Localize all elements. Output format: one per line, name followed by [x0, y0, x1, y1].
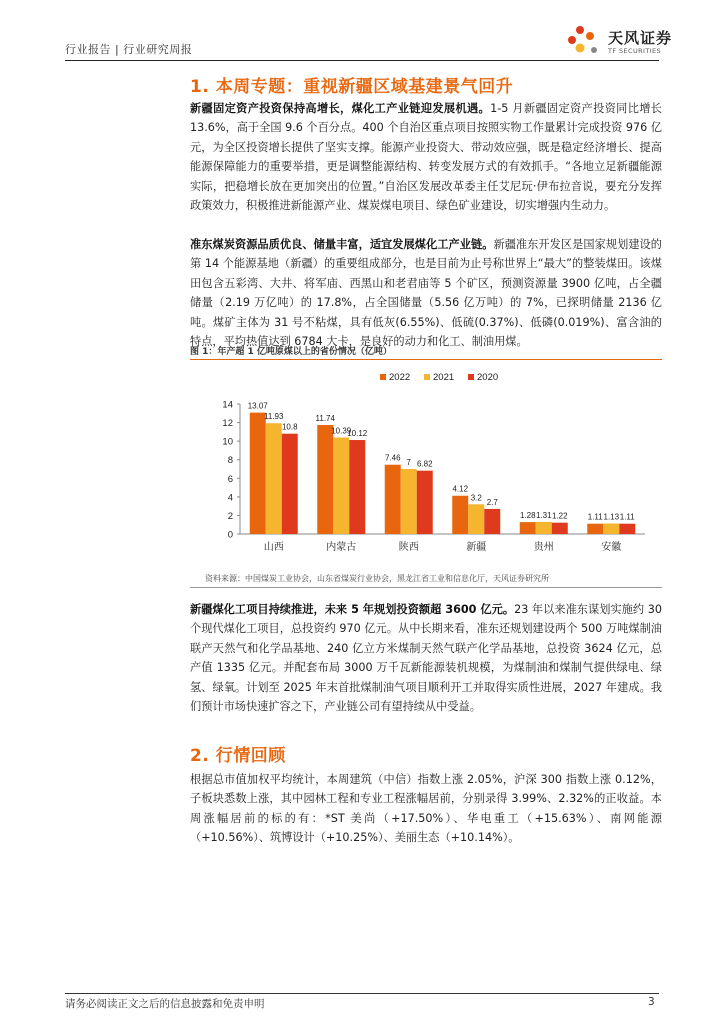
bar: [385, 465, 401, 534]
bar: [603, 524, 619, 534]
y-tick-label: 2: [227, 510, 233, 522]
x-tick-label: 山西: [263, 542, 284, 553]
section1-paragraph-2: [190, 235, 662, 351]
footer-rule: [65, 993, 659, 994]
p3-body: 23 年以来准东谋划实施约 30 个现代煤化工项目，总投资约 970 亿元。从中长期来看，准东还规划建设两个 500 万吨煤制油联产天然气和化学品基地、240 亿立方米煤制天然气联产化学品基地，总投资 3624 亿元，总产值 1335 亿元。并配套布局 3000 万千瓦新能源装机规模，为煤制油和煤制气提供绿电、绿氢、绿氧。计划至 2025 年末首批煤制油气项目顺利开工并取得实质性进展，2027 年建成。我们预计市场快速扩容之下，产业链公司有望持续从中受益。: [190, 603, 662, 714]
p2-lead: 准东煤炭资源品质优良、储量丰富，适宜发展煤化工产业链。: [190, 238, 494, 251]
bar: [452, 496, 468, 534]
y-tick-label: 0: [227, 529, 233, 541]
bar: [417, 471, 433, 534]
p1-body: 1-5 月新疆固定资产投资同比增长 13.6%，高于全国 9.6 个百分点。400 个自治区重点项目按照实物工作量累计完成投资 976 亿元，为全区投资增长提供了坚实支撑。能源产业投资大、带动效应强，既是稳定经济增长、提高能源保障能力的重要举措，更是调整能源结构、转变发展方式的有效抓手。“各地立足新疆能源实际，把稳增长放在更加突出的位置。”自治区发展改革委主任艾尼玩·伊布拉音说，要充分发挥政策效力，积极推进新能源产业、煤炭煤电项目、绿色矿业建设，切实增强内生动力。: [190, 102, 662, 213]
legend-swatch: [424, 374, 430, 380]
bar: [349, 440, 365, 534]
x-tick-label: 陕西: [398, 542, 419, 553]
bar: [619, 524, 635, 534]
section2-title: 2. 行情回顾: [190, 746, 286, 766]
bar: [266, 423, 282, 534]
section2-paragraph-1: 根据总市值加权平均统计，本周建筑（中信）指数上涨 2.05%，沪深 300 指数上涨 0.12%，子板块悉数上涨，其中园林工程和专业工程涨幅居前，分别录得 3.99%、2.32%的正收益。本周涨幅居前的标的有：*ST 美尚（+17.50%）、华电重工（+15.63%）、南网能源（+10.56%）、筑博设计（+10.25%）、美丽生态（+10.14%）。: [190, 773, 662, 845]
bar: [520, 522, 536, 534]
data-label: 11.74: [315, 413, 335, 423]
bar: [282, 434, 298, 534]
bar: [484, 509, 500, 534]
figure-source: 资料来源：中国煤炭工业协会，山东省煤炭行业协会，黑龙江省工业和信息化厅，天风证券研究所: [205, 574, 549, 583]
brand-name: 天风证券: [608, 29, 673, 47]
legend-label: 2020: [477, 372, 499, 383]
p2-body: 新疆准东开发区是国家规划建设的第 14 个能源基地（新疆）的重要组成部分，也是目前为止号称世界上“最大”的整装煤田。该煤田包含五彩湾、大井、将军庙、西黑山和老君庙等 5 个矿区，预测资源量 3900 亿吨，占全疆储量（2.19 万亿吨）的 17.8%，占全国储量（5.56 亿万吨）的 7%，已探明储量 2136 亿吨。煤矿主体为 31 号不粘煤，具有低灰(6.55%)、低硫(0.37%)、低磷(0.019%)、富含油的特点，平均热值达到 6784 大卡，是良好的动力和化工、制油用煤。: [190, 238, 662, 349]
brand-name-en: TF SECURITIES: [608, 47, 662, 55]
bar: [333, 438, 349, 534]
bar: [587, 524, 603, 534]
data-label: 10.39: [331, 426, 352, 436]
data-label: 4.12: [452, 484, 469, 494]
bar: [250, 413, 266, 534]
legend-label: 2022: [389, 372, 411, 383]
bar: [317, 425, 333, 534]
section1-paragraph-1: [190, 99, 662, 215]
data-label: 1.31: [535, 510, 552, 520]
y-tick-label: 10: [222, 436, 233, 448]
data-label: 7: [406, 458, 411, 467]
data-label: 1.28: [519, 511, 536, 521]
figure-source-rule: [190, 587, 662, 588]
header-report-type: 行业报告 | 行业研究周报: [65, 43, 193, 56]
x-tick-label: 安徽: [601, 542, 622, 553]
section1-title: 1. 本周专题：重视新疆区域基建景气回升: [190, 77, 514, 97]
p3-lead: 新疆煤化工项目持续推进，未来 5 年规划投资额超 3600 亿元。: [190, 603, 515, 616]
data-label: 13.07: [247, 401, 268, 411]
bar: [401, 469, 417, 534]
y-tick-label: 12: [222, 418, 233, 430]
bar: [468, 504, 484, 534]
bar: [552, 523, 568, 534]
page-number: 3: [648, 996, 655, 1008]
section1-paragraph-3: [190, 600, 662, 716]
data-label: 1.11: [587, 512, 603, 522]
legend-label: 2021: [433, 372, 455, 383]
x-tick-label: 新疆: [466, 542, 487, 553]
x-tick-label: 贵州: [533, 542, 554, 553]
x-tick-label: 内蒙古: [326, 542, 357, 553]
data-label: 2.7: [486, 497, 498, 507]
bar: [536, 522, 552, 534]
y-tick-label: 8: [227, 455, 233, 467]
legend-swatch: [468, 374, 474, 380]
data-label: 1.22: [551, 511, 568, 521]
y-tick-label: 6: [227, 473, 233, 485]
p1-lead: 新疆固定资产投资保持高增长，煤化工产业链迎发展机遇。: [190, 102, 491, 115]
legend-swatch: [380, 374, 386, 380]
data-label: 7.46: [384, 453, 401, 463]
data-label: 10.8: [281, 422, 298, 432]
data-label: 3.2: [470, 493, 482, 503]
y-tick-label: 4: [227, 492, 233, 504]
footer-disclaimer: 请务必阅读正文之后的信息披露和免责申明: [65, 998, 265, 1010]
figure-rule: [190, 359, 662, 360]
data-label: 1.13: [603, 512, 620, 522]
data-label: 1.11: [619, 512, 635, 522]
data-label: 10.12: [347, 429, 368, 439]
figure-title: 图 1：年产超 1 亿吨原煤以上的省份情况（亿吨）: [190, 347, 392, 357]
data-label: 11.93: [264, 412, 284, 422]
y-tick-label: 14: [222, 399, 233, 411]
data-label: 6.82: [416, 459, 433, 469]
coal-output-bar-chart: [190, 366, 662, 571]
